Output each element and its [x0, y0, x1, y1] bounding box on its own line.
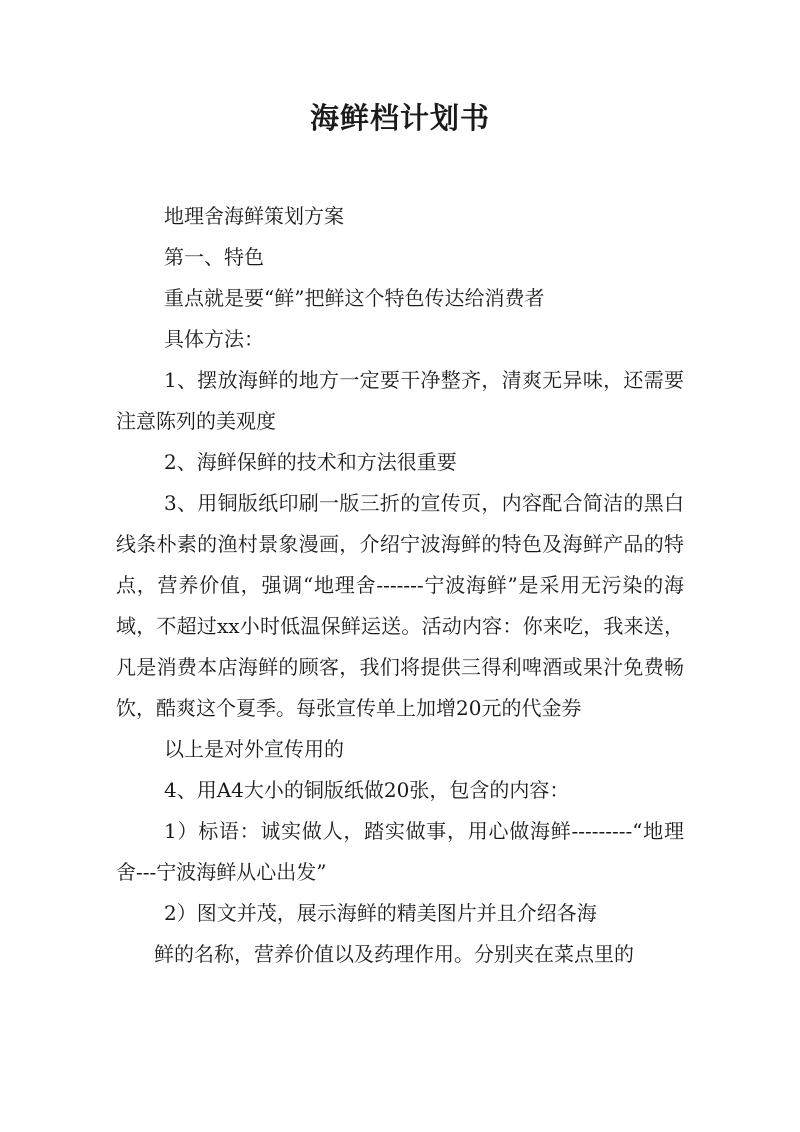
paragraph-external-note: 以上是对外宣传用的: [164, 737, 344, 761]
paragraph-plan-name: 地理舍海鲜策划方案: [164, 204, 344, 228]
paragraph-method-3: 3、用铜版纸印刷一版三折的宣传页，内容配合简洁的黑白线条朴素的渔村景象漫画，介绍宁波海鲜的特色及海鲜产品的特点，营养价值，强调“地理舍-------宁波海鲜”是采用无污染的海域，不超过xx小时低温保鲜运送。活动内容：你来吃，我来送，凡是消费本店海鲜的顾客，我们将提供三得利啤酒或果汁免费畅饮，酷爽这个夏季。每张宣传单上加增20元的代金券: [116, 491, 684, 720]
paragraph-methods-label: 具体方法：: [164, 327, 264, 351]
paragraph-key-point: 重点就是要“鲜”把鲜这个特色传达给消费者: [164, 286, 545, 310]
document-title: 海鲜档计划书: [309, 101, 490, 135]
document-body: [116, 196, 684, 975]
paragraph-section-heading: 第一、特色: [164, 245, 264, 269]
paragraph-continuation: 鲜的名称，营养价值以及药理作用。分别夹在菜点里的: [154, 942, 634, 966]
paragraph-method-1: 1、摆放海鲜的地方一定要干净整齐，清爽无异味，还需要注意陈列的美观度: [116, 368, 684, 433]
paragraph-slogan: 1）标语：诚实做人，踏实做事，用心做海鲜---------“地理舍---宁波海鲜从心出发”: [116, 819, 684, 884]
paragraph-method-4: 4、用A4大小的铜版纸做20张，包含的内容：: [164, 778, 570, 802]
paragraph-illustrations: 2）图文并茂，展示海鲜的精美图片并且介绍各海: [164, 901, 597, 925]
paragraph-method-2: 2、海鲜保鲜的技术和方法很重要: [164, 450, 457, 474]
